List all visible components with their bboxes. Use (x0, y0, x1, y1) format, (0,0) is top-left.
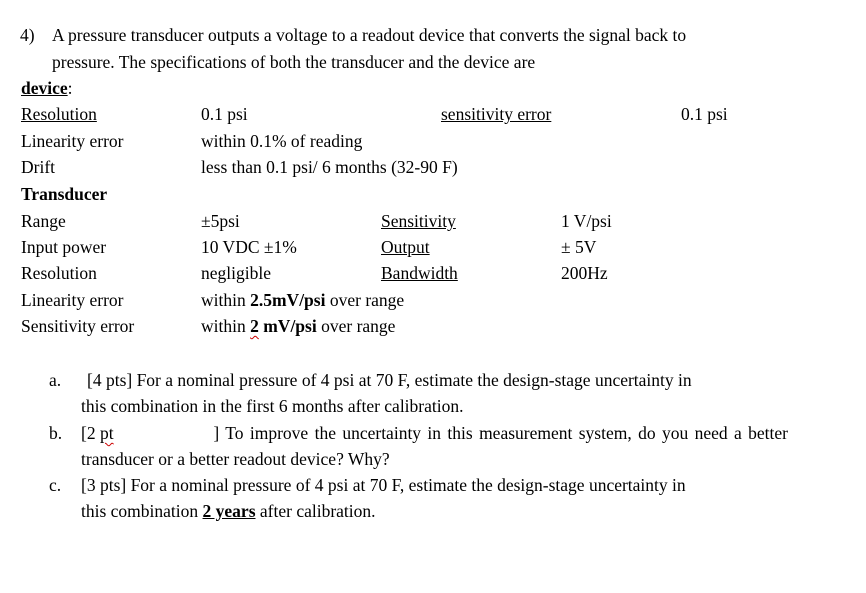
transducer-output-value: ± 5V (561, 237, 597, 257)
transducer-bandwidth-label: Bandwidth (381, 263, 458, 283)
transducer-input-power-value: 10 VDC ±1% (201, 237, 297, 257)
question-number: 4) (20, 25, 35, 45)
part-c-line2-post: after calibration. (255, 501, 376, 521)
device-sensitivity-error-label: sensitivity error (441, 104, 552, 124)
transducer-resolution-label: Resolution (21, 263, 97, 283)
transducer-linearity-label: Linearity error (21, 290, 124, 310)
transducer-resolution-value: negligible (201, 263, 271, 283)
transducer-linearity-prefix: within (201, 290, 251, 310)
part-a-letter: a. (49, 370, 62, 390)
transducer-linearity-bold: 2.5mV/psi (250, 290, 326, 310)
part-c-line2-pre: this combination (81, 501, 203, 521)
question-intro-line2: pressure. The specifications of both the transducer and the device are (52, 52, 536, 72)
question-intro-line1: A pressure transducer outputs a voltage to a readout device that converts the signal back to (52, 25, 687, 45)
part-b-line2: transducer or a better readout device? Why? (81, 449, 390, 469)
part-c-letter: c. (49, 475, 62, 495)
transducer-linearity-value (201, 292, 404, 310)
transducer-heading: Transducer (21, 184, 108, 204)
part-b-line1-pre (81, 425, 114, 443)
transducer-bandwidth-value: 200Hz (561, 263, 608, 283)
device-resolution-label: Resolution (21, 104, 97, 124)
transducer-sens-error-suffix: over range (316, 316, 396, 336)
device-sensitivity-error-value: 0.1 psi (681, 104, 728, 124)
transducer-sens-error-label: Sensitivity error (21, 316, 135, 336)
part-b-pre-text: [2 (81, 423, 100, 443)
device-drift-label: Drift (21, 157, 56, 177)
transducer-sens-error-bold-num: 2 (250, 316, 259, 336)
part-b-pt: pt (99, 423, 114, 443)
device-heading (21, 80, 73, 98)
transducer-sens-error-bold-unit: mV/psi (258, 316, 317, 336)
transducer-input-power-label: Input power (21, 237, 107, 257)
part-c-line2-bold: 2 years (202, 501, 256, 521)
transducer-sens-error-prefix: within (201, 316, 251, 336)
device-linearity-value: within 0.1% of reading (201, 131, 363, 151)
transducer-range-label: Range (21, 211, 66, 231)
device-heading-text: device (21, 78, 68, 98)
part-b-line1 (81, 425, 788, 443)
device-drift-value: less than 0.1 psi/ 6 months (32-90 F) (201, 157, 458, 177)
device-resolution-value: 0.1 psi (201, 104, 248, 124)
part-a-line1: [4 pts] For a nominal pressure of 4 psi at 70 F, estimate the design-stage uncertainty in (87, 370, 692, 390)
device-linearity-label: Linearity error (21, 131, 124, 151)
transducer-sens-error-value (201, 318, 395, 336)
transducer-range-value: ±5psi (201, 211, 240, 231)
transducer-output-label: Output (381, 237, 430, 257)
device-heading-colon: : (67, 78, 73, 98)
transducer-linearity-suffix: over range (325, 290, 405, 310)
transducer-sensitivity-label: Sensitivity (381, 211, 456, 231)
part-c-line2 (81, 503, 376, 521)
part-b-letter: b. (49, 423, 63, 443)
part-b-line1-post: ] To improve the uncertainty in this measurement system, do you need a better (213, 423, 788, 443)
part-a-line2: this combination in the first 6 months after calibration. (81, 396, 464, 416)
part-c-line1: [3 pts] For a nominal pressure of 4 psi at 70 F, estimate the design-stage uncertainty in (81, 475, 686, 495)
transducer-sensitivity-value: 1 V/psi (561, 211, 612, 231)
